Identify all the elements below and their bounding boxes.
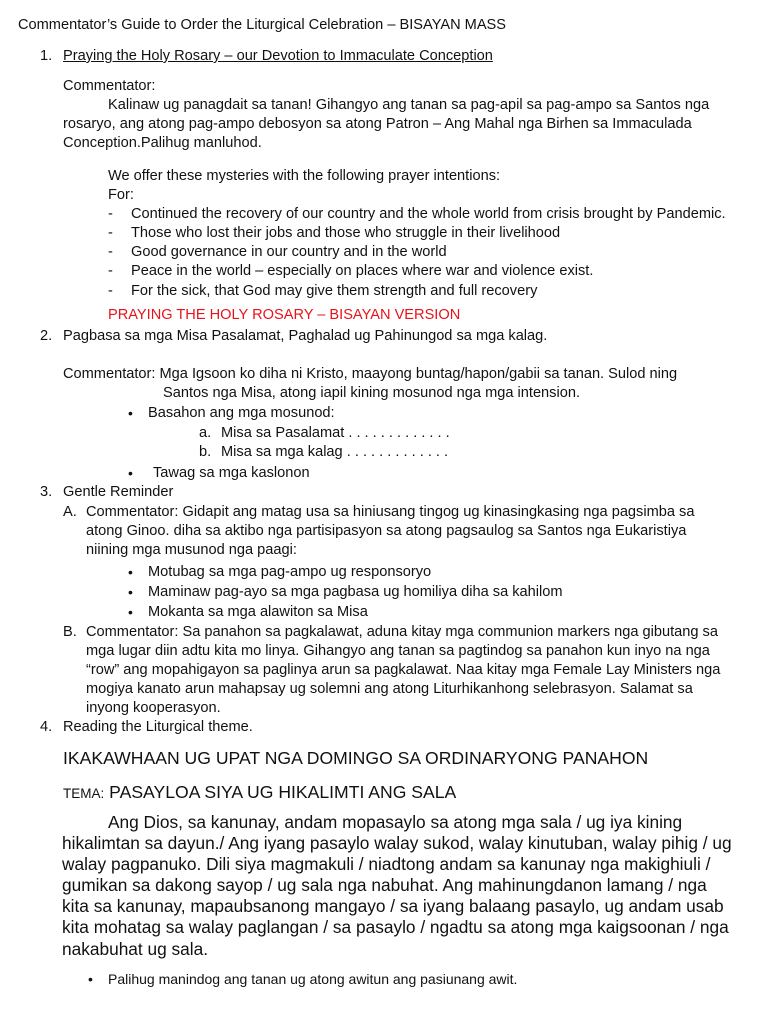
subsection-label: B. xyxy=(63,624,77,640)
commentator-text-line: atong Ginoo. diha sa aktibo nga partisipasyon sa atong pagsaulog sa Santos nga Eukaristiya xyxy=(86,523,687,539)
intention-item: Peace in the world – especially on places where war and violence exist. xyxy=(131,263,594,279)
commentator-text-line: rosaryo, ang atong pag-ampo debosyon sa atong Patron – Ang Mahal nga Birhen sa Immaculada xyxy=(63,116,692,132)
theme-paragraph xyxy=(62,812,752,960)
paragraph-line: kita mohatag sa walay paglangan / sa pasaylo / ngadtu sa atong mga kaigsoonan / nga xyxy=(62,917,729,938)
bullet-marker: • xyxy=(128,405,133,421)
theme-line xyxy=(63,782,456,804)
letter-marker: a. xyxy=(199,425,212,441)
list-item: Tawag sa mga kaslonon xyxy=(153,465,310,481)
for-label: For: xyxy=(108,187,134,203)
dash-marker: - xyxy=(108,244,113,260)
intention-item: Good governance in our country and in the world xyxy=(131,244,447,260)
paragraph-line: nakabuhat ug sala. xyxy=(62,938,209,959)
commentator-text-line: Conception.Palihug manluhod. xyxy=(63,135,262,151)
paragraph-line: gumikan sa dakong sayop / ug sala nga nabuhat. Ang mahinungdanon lamang / nga xyxy=(62,875,707,896)
bullet-marker: • xyxy=(88,971,93,987)
section-4-title: Reading the Liturgical theme. xyxy=(63,719,253,735)
intentions-intro: We offer these mysteries with the following prayer intentions: xyxy=(108,168,501,184)
bullet-marker: • xyxy=(128,465,133,481)
list-item: Mokanta sa mga alawiton sa Misa xyxy=(148,604,368,620)
commentator-label: Commentator: xyxy=(63,78,156,94)
commentator-text-line: Kalinaw ug panagdait sa tanan! Gihangyo ang tanan sa pag-apil sa pag-ampo sa Santos nga xyxy=(108,97,710,113)
section-2-number: 2. xyxy=(40,328,53,344)
section-3-title: Gentle Reminder xyxy=(63,484,174,500)
paragraph-line: walay pagpanuko. Dili siya magmakuli / niadtong andam sa kanunay nga makighiuli / xyxy=(62,854,711,875)
commentator-text-line: Commentator: Gidapit ang matag usa sa hiniusang tingog ug kinasingkasing nga pagsimba sa xyxy=(86,504,695,520)
paragraph-line: kita sa kanunay, mapaubsanong mangayo / sa iyang balaang pasaylo, ug andam usab xyxy=(62,896,724,917)
section-2-title: Pagbasa sa mga Misa Pasalamat, Paghalad ug Pahinungod sa mga kalag. xyxy=(63,328,548,344)
commentator-text-line: mogiya kanato arun mahapsay ug solemni ang atong Liturhikanhong selebrasyon. Salamat sa xyxy=(86,681,693,697)
commentator-text-line: niining mga musunod nga paagi: xyxy=(86,542,297,558)
paragraph-line: hikalimtan sa dayun./ Ang iyang pasaylo walay sukod, walay kinutuban, walay pihig / ug xyxy=(62,833,732,854)
dash-marker: - xyxy=(108,283,113,299)
tema-text: PASAYLOA SIYA UG HIKALIMTI ANG SALA xyxy=(109,782,457,802)
page-title: Commentator’s Guide to Order the Liturgical Celebration – BISAYAN MASS xyxy=(18,17,507,33)
commentator-text-line: Santos nga Misa, atong iapil kining mosunod nga mga intension. xyxy=(163,385,580,401)
rosary-version-heading: PRAYING THE HOLY ROSARY – BISAYAN VERSION xyxy=(108,307,461,323)
commentator-text-line: mga lugar diin adtu kita mo linya. Gihangyo ang tanan sa pagtindog sa panahon kun inyo na nga xyxy=(86,643,710,659)
list-item: Basahon ang mga mosunod: xyxy=(148,405,335,421)
dash-marker: - xyxy=(108,225,113,241)
letter-marker: b. xyxy=(199,444,212,460)
intention-item: Those who lost their jobs and those who struggle in their livelihood xyxy=(131,225,561,241)
list-item: Palihug manindog ang tanan ug atong awitun ang pasiunang awit. xyxy=(108,971,518,987)
bullet-marker: • xyxy=(128,584,133,600)
mass-intention-item: Misa sa mga kalag . . . . . . . . . . . . . xyxy=(221,444,449,460)
commentator-text-line: Commentator: Mga Igsoon ko diha ni Kristo, maayong buntag/hapon/gabii sa tanan. Sulod ning xyxy=(63,366,678,382)
commentator-text-line: Commentator: Sa panahon sa pagkalawat, aduna kitay mga communion markers nga gibutang sa xyxy=(86,624,718,640)
subsection-label: A. xyxy=(63,504,77,520)
commentator-text-line: inyong kooperasyon. xyxy=(86,700,221,716)
mass-intention-item: Misa sa Pasalamat . . . . . . . . . . . . . xyxy=(221,425,450,441)
list-item: Motubag sa mga pag-ampo ug responsoryo xyxy=(148,564,432,580)
intention-item: For the sick, that God may give them strength and full recovery xyxy=(131,283,538,299)
commentator-text-line: “row” ang mopahigayon sa paglinya arun sa pagkalawat. Naa kitay mga Female Lay Ministers nga xyxy=(86,662,721,678)
paragraph-line: Ang Dios, sa kanunay, andam mopasaylo sa atong mga sala / ug iya kining xyxy=(108,812,683,832)
section-1-title: Praying the Holy Rosary – our Devotion to Immaculate Conception xyxy=(63,48,493,64)
bullet-marker: • xyxy=(128,604,133,620)
section-3-number: 3. xyxy=(40,484,53,500)
dash-marker: - xyxy=(108,263,113,279)
tema-label: TEMA: xyxy=(63,786,105,801)
section-4-number: 4. xyxy=(40,719,53,735)
liturgical-heading: IKAKAWHAAN UG UPAT NGA DOMINGO SA ORDINARYONG PANAHON xyxy=(63,748,649,768)
bullet-marker: • xyxy=(128,564,133,580)
intention-item: Continued the recovery of our country and the whole world from crisis brought by Pandemic. xyxy=(131,206,726,222)
dash-marker: - xyxy=(108,206,113,222)
list-item: Maminaw pag-ayo sa mga pagbasa ug homiliya diha sa kahilom xyxy=(148,584,563,600)
section-1-number: 1. xyxy=(40,48,53,64)
